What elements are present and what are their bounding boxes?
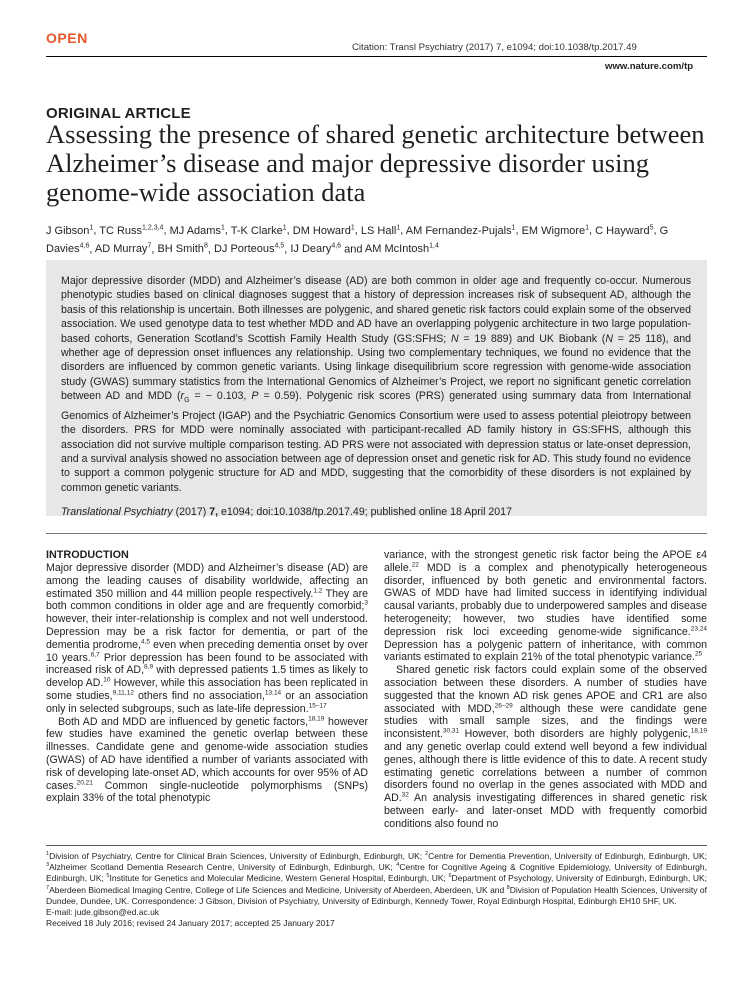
received-dates: Received 18 July 2016; revised 24 January 2017; accepted 25 January 2017 <box>46 918 335 929</box>
author-affiliation-ref: 8 <box>203 242 208 250</box>
body-column-right <box>384 549 707 831</box>
author-affiliation-ref: 1 <box>396 224 401 231</box>
journal-website-link[interactable]: www.nature.com/tp <box>605 61 694 72</box>
author-affiliation-ref: 4,6 <box>331 242 342 250</box>
author-affiliation-ref: 4,6 <box>79 242 90 250</box>
article-title: Assessing the presence of shared genetic architecture between Alzheimer’s disease and major depressive disorder using genome-wide association data <box>46 119 705 207</box>
author-name <box>361 225 400 237</box>
author-name-text: MJ Adams <box>169 224 221 237</box>
affiliations-text: $^1$Division of Psychiatry, Centre for Clinical Brain Sciences, University of Edinburgh, Edinburgh, UK; $^2$Centre for Dementia Prevention, University of Edinburgh, Edinburgh, UK; $^3$Alzheimer Scotland Dementia Research Centre, University of Edinburgh, Edinburgh, UK; $^4$Centre for Cognitive Ageing & Cognitive Epidemiology, University of Edinburgh, Edinburgh, UK; $^5$Institute for Genetics and Molecular Medicine, Western General Hospital, Edinburgh, UK; $^6$Department of Psychology, University of Edinburgh, Edinburgh, UK; $^7$Aberdeen Biomedical Imaging Centre, College of Life Sciences and Medicine, University of Aberdeen, Aberdeen, UK and $^8$Division of Population Health Sciences, University of Dundee, Dundee, UK. Correspondence: J Gibson, Division of Psychiatry, University of Edinburgh, Kennedy Tower, Royal Edinburgh Hospital, Edinburgh EH10 5HF, UK. <box>46 851 707 906</box>
author-name-text: AM McIntosh <box>364 243 430 256</box>
author-affiliation-ref: 5 <box>649 224 654 231</box>
author-name-text: IJ Deary <box>290 243 332 256</box>
citation-line: Citation: Transl Psychiatry (2017) 7, e1094; doi:10.1038/tp.2017.49 <box>352 42 637 53</box>
author-name <box>293 225 355 237</box>
author-list: J Gibson$^1$, TC Russ$^{1,2,3,4}$, MJ Adams$^1$, T-K Clarke$^1$, DM Howard$^1$, LS Hall$^1$, AM Fernandez-Pujals$^1$, EM Wigmore$^1$, C Hayward$^5$, G Davies$^{4,6}$, AD Murray$^7$, BH Smith$^8$, DJ Porteous$^{4,5}$, IJ Deary$^{4,6}$ and AM McIntosh$^{1,4}$ <box>46 224 669 256</box>
author-name-text: AM Fernandez-Pujals <box>405 224 512 237</box>
author-affiliation-ref: 1 <box>89 224 94 231</box>
author-name <box>522 225 589 237</box>
introduction-heading: INTRODUCTION <box>46 549 129 561</box>
author-name-text: T-K Clarke <box>230 224 283 237</box>
author-name-text: AD Murray <box>94 243 148 256</box>
article-type-label: ORIGINAL ARTICLE <box>46 105 191 122</box>
author-name-text: EM Wigmore <box>521 224 586 237</box>
footnote-divider <box>46 845 707 846</box>
author-affiliation-ref: 1 <box>511 224 516 231</box>
journal-reference: Translational Psychiatry (2017) 7, e1094; doi:10.1038/tp.2017.49; published online 18 April 2017 <box>61 506 512 519</box>
section-divider <box>46 533 707 534</box>
author-name-text: J Gibson <box>46 224 90 237</box>
author-affiliation-ref: 7 <box>147 242 152 250</box>
author-affiliation-ref: 1 <box>220 224 225 231</box>
abstract-text: Major depressive disorder (MDD) and Alzheimer’s disease (AD) are both common in older age and frequently co-occur. Numerous phenotypic studies based on clinical diagnoses suggest that a history of depression increases risk of subsequent AD, although the basis of this relationship is uncertain. Both illnesses are polygenic, and shared genetic risk factors could explain some of the observed association. We used genotype data to test whether MDD and AD have an overlapping polygenic architecture in two large population-based cohorts, Generation Scotland’s Scottish Family Health Study (GS:SFHS; N = 19 889) and UK Biobank (N = 25 118), and whether age of depression onset influences any relationship. Using two complementary techniques, we found no evidence that the disorders are influenced by common genetic variants. Using linkage disequilibrium score regression with genome-wide association study (GWAS) summary statistics from the International Genomics of Alzheimer’s Project, we report no significant genetic correlation between AD and MDD ($r_G$ = − 0.103, P = 0.59). Polygenic risk scores (PRS) generated using summary data from International Genomics of Alzheimer’s Project (IGAP) and the Psychiatric Genomics Consortium were used to assess potential pleiotropy between the disorders. PRS for MDD were nominally associated with participant-recalled AD family history in GS:SFHS, although this association did not survive multiple comparison testing. AD PRS were not associated with depression status or late-onset depression, and a survival analysis showed no association between age of depression onset and genetic risk for AD. This study found no evidence to support a common polygenic structure for AD and MDD, suggesting that the comorbidity of these disorders is not explained by common genetic variants. <box>61 275 691 494</box>
author-affiliation-ref: 1 <box>282 224 287 231</box>
intro-paragraph-3: Shared genetic risk factors could explain some of the observed association between these disorders. A number of studies have suggested that the known AD risk genes APOE and CR1 are also associated with MDD,$^{26-29}$ although these were candidate gene studies with small sample sizes, and the findings were inconsistent.$^{30,31}$ However, both disorders are highly polygenic,$^{18,19}$ and any genetic overlap could extend well beyond a few individual genes, although there is little evidence of this to date. A recent study estimating genetic correlations between a number of common disorders found no overlap in the genes associated with MDD and AD.$^{32}$ An analysis investigating differences in shared genetic risk between early- and later-onset MDD with frequently comorbid conditions also found no <box>384 664 707 830</box>
author-affiliation-ref: 1 <box>350 224 355 231</box>
author-affiliation-ref: 1,2,3,4 <box>142 224 164 231</box>
author-name <box>365 243 439 255</box>
author-name-text: LS Hall <box>360 224 397 237</box>
author-name <box>214 243 284 255</box>
author-name <box>231 225 287 237</box>
author-affiliation-ref: 4,5 <box>274 242 285 250</box>
author-name <box>595 225 653 237</box>
intro-paragraph-2: Both AD and MDD are influenced by genetic factors,$^{18,19}$ however few studies have examined the genetic overlap between these illnesses. Candidate gene and genome-wide association studies (GWAS) of AD have identified a number of variants associated with risk of developing late-onset AD, which accounts for over 95% of AD cases.$^{20,21}$ Common single-nucleotide polymorphisms (SNPs) explain 33% of the total phenotypic <box>46 715 368 805</box>
author-affiliation-ref: 1,4 <box>429 242 439 250</box>
affiliations-footnote <box>46 851 707 929</box>
intro-paragraph-1: Major depressive disorder (MDD) and Alzheimer’s disease (AD) are among the leading causes of disability worldwide, affecting an estimated 350 million and 44 million people respectively.$^{1,2}$ They are both common conditions in older age and are frequently comorbid;$^3$ however, their inter-relationship is complex and not well understood. Depression may be a risk factor for dementia, or part of the dementia prodrome,$^{4,5}$ even when preceding dementia onset by over 10 years.$^{6,7}$ Prior depression has been found to be associated with increased risk of AD,$^{8,9}$ with depressed patients 1.5 times as likely to develop AD.$^{10}$ However, while this association has been replicated in some studies,$^{9,11,12}$ others find no association,$^{13,14}$ or an association only in selected subgroups, such as late-life depression.$^{15-17}$ <box>46 562 368 715</box>
author-name-text: DJ Porteous <box>213 243 275 256</box>
author-name-text: BH Smith <box>157 243 204 256</box>
author-name <box>290 243 341 255</box>
author-name <box>99 225 163 237</box>
correspondence-email: E-mail: jude.gibson@ed.ac.uk <box>46 907 160 918</box>
author-name <box>157 243 207 255</box>
author-name <box>95 243 151 255</box>
author-name-text: C Hayward <box>595 224 650 237</box>
author-name <box>406 225 516 237</box>
header-divider <box>46 56 707 57</box>
author-affiliation-ref: 1 <box>585 224 590 231</box>
author-name <box>170 225 225 237</box>
author-name-text: DM Howard <box>292 224 351 237</box>
author-name-text: G Davies <box>46 224 669 256</box>
author-name <box>46 225 93 237</box>
intro-paragraph-2-continued: variance, with the strongest genetic risk factor being the APOE ε4 allele.$^{22}$ MDD is a complex and phenotypically heterogeneous disorder, influenced by both genetic and environmental factors. GWAS of MDD have had limited success in identifying individual causal variants, probably due to underpowered samples and disease heterogeneity; however, two studies have identified some depression risk loci exceeding genome-wide significance.$^{23,24}$ Depression has a polygenic pattern of inheritance, with common variants estimated to explain 21% of the total phenotypic variance.$^{25}$ <box>384 549 707 664</box>
open-access-badge: OPEN <box>46 30 88 46</box>
abstract-box <box>46 260 707 519</box>
body-column-left <box>46 549 368 805</box>
author-name-text: TC Russ <box>99 224 143 237</box>
